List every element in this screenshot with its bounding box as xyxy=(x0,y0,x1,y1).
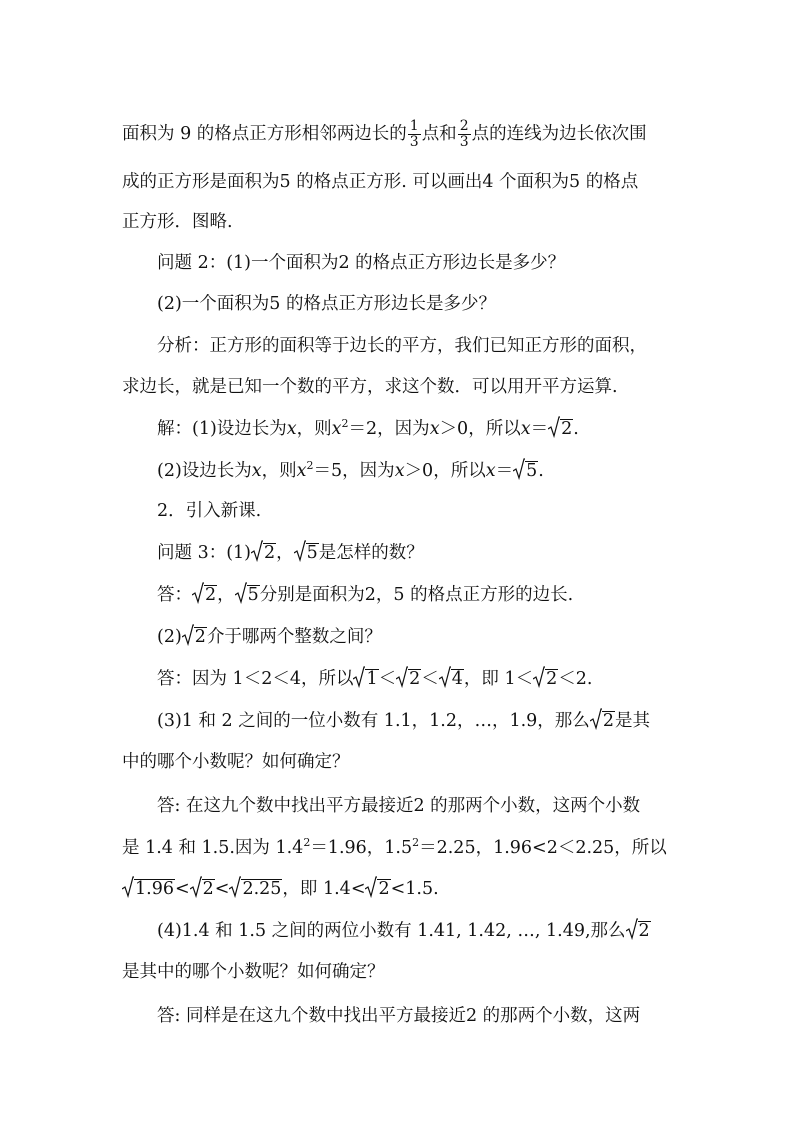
variable-x: x xyxy=(520,419,531,439)
text-segment: 是 1.4 和 1.5.因为 1.4 xyxy=(122,838,304,858)
radical-sign-icon xyxy=(590,708,602,730)
radical-sign-icon xyxy=(365,876,377,898)
text-segment: < xyxy=(214,879,230,899)
text-line-8 xyxy=(157,416,717,441)
radicand: 2 xyxy=(378,879,390,899)
radical-sign-icon xyxy=(192,582,204,604)
text-line-21: 是其中的哪个小数呢？如何确定？ xyxy=(122,962,385,982)
text-segment: 解：(1)设边长为 xyxy=(157,419,287,439)
square-root xyxy=(229,876,282,901)
text-segment: ＝ xyxy=(495,461,514,481)
radical-sign-icon xyxy=(122,876,134,898)
radical-sign-icon xyxy=(513,458,525,480)
text-line-16: 中的哪个小数呢？如何确定？ xyxy=(122,752,350,772)
fraction-one-third xyxy=(408,119,421,150)
text-line-5: (2)一个面积为5 的格点正方形边长是多少？ xyxy=(157,294,496,314)
text-segment: ，则 xyxy=(296,419,332,439)
square-root xyxy=(122,876,175,901)
radical-sign-icon xyxy=(353,666,365,688)
radicand: 2 xyxy=(546,669,558,689)
radical-sign-icon xyxy=(396,666,408,688)
radicand: 5 xyxy=(247,585,259,605)
fraction-denominator: 3 xyxy=(459,134,469,150)
text-line-13 xyxy=(157,624,717,649)
radical-sign-icon xyxy=(182,624,194,646)
text-segment: ＜2. xyxy=(558,669,593,689)
text-segment: ，即 1.4< xyxy=(282,879,366,899)
variable-x: x xyxy=(429,419,440,439)
square-root xyxy=(548,416,573,441)
text-segment: ， xyxy=(276,543,294,563)
text-segment: ＝2.25，1.96<2＜2.25，所以 xyxy=(419,838,667,858)
text-segment: 答： xyxy=(157,585,192,605)
text-segment: ＞0，所以 xyxy=(404,461,486,481)
text-line-9 xyxy=(157,458,717,483)
text-segment: (4)1.4 和 1.5 之间的两位小数有 1.41, 1.42, …, 1.49,那么 xyxy=(157,921,626,941)
text-segment: ＜ xyxy=(421,669,439,689)
variable-x: x xyxy=(485,461,496,481)
text-segment: (2) xyxy=(157,627,182,647)
radical-sign-icon xyxy=(533,666,545,688)
text-segment: ＜ xyxy=(378,669,397,689)
radicand: 5 xyxy=(306,543,318,563)
square-root xyxy=(182,624,207,649)
square-root xyxy=(365,876,390,901)
square-root xyxy=(590,708,615,733)
text-line-2: 成的正方形是面积为5 的格点正方形. 可以画出4 个面积为5 的格点 xyxy=(122,172,639,192)
radical-sign-icon xyxy=(190,876,202,898)
exponent: 2 xyxy=(306,459,314,473)
radicand: 2 xyxy=(264,543,276,563)
text-segment: 点和 xyxy=(421,124,457,144)
text-line-10: 2．引入新课. xyxy=(157,501,262,521)
radical-sign-icon xyxy=(294,540,306,562)
text-segment: 面积为 9 的格点正方形相邻两边长的 xyxy=(122,124,407,144)
text-segment: ＝1.96，1.5 xyxy=(310,838,413,858)
text-line-12 xyxy=(157,582,717,607)
square-root xyxy=(439,666,464,691)
exponent: 2 xyxy=(412,836,420,850)
radical-sign-icon xyxy=(439,666,451,688)
radicand: 2 xyxy=(205,585,217,605)
square-root xyxy=(513,458,538,483)
exponent: 2 xyxy=(341,417,349,431)
radical-sign-icon xyxy=(229,876,241,898)
fraction-two-thirds xyxy=(458,119,471,150)
radicand: 2 xyxy=(561,419,573,439)
variable-x: x xyxy=(394,461,405,481)
text-line-3: 正方形．图略. xyxy=(122,212,233,232)
text-segment: < xyxy=(174,879,190,899)
radicand: 4 xyxy=(451,669,463,689)
variable-x: x xyxy=(331,419,342,439)
text-line-15 xyxy=(157,708,717,733)
square-root xyxy=(294,540,319,565)
text-segment: 点的连线为边长依次围 xyxy=(471,124,647,144)
text-segment: 是怎样的数？ xyxy=(318,543,424,563)
text-segment: . xyxy=(538,461,544,481)
radicand: 2 xyxy=(194,627,206,647)
square-root xyxy=(190,876,215,901)
radicand: 2 xyxy=(202,879,214,899)
fraction-numerator: 1 xyxy=(409,118,419,134)
text-segment: . xyxy=(573,419,579,439)
radical-sign-icon xyxy=(235,582,247,604)
square-root xyxy=(192,582,217,607)
text-segment: ＝2，因为 xyxy=(348,419,430,439)
text-segment: 介于哪两个整数之间？ xyxy=(206,627,382,647)
square-root xyxy=(396,666,421,691)
square-root xyxy=(626,918,651,943)
text-segment: <1.5. xyxy=(390,879,439,899)
text-segment: 问题 3：(1) xyxy=(157,543,251,563)
variable-x: x xyxy=(286,419,297,439)
radicand: 5 xyxy=(526,461,538,481)
text-segment: 分别是面积为2，5 的格点正方形的边长. xyxy=(259,585,574,605)
text-line-22: 答: 同样是在这九个数中找出平方最接近2 的那两个小数，这两 xyxy=(157,1006,641,1026)
text-line-20 xyxy=(157,918,717,943)
variable-x: x xyxy=(296,461,307,481)
text-line-19 xyxy=(122,876,682,901)
text-segment: ＝ xyxy=(530,419,549,439)
text-segment: 答：因为 1＜2＜4，所以 xyxy=(157,669,354,689)
text-segment: ， xyxy=(217,585,235,605)
radical-sign-icon xyxy=(548,416,560,438)
text-segment: 是其 xyxy=(614,711,650,731)
radicand: 2 xyxy=(638,921,650,941)
text-line-4: 问题 2：(1)一个面积为2 的格点正方形边长是多少？ xyxy=(157,253,566,273)
text-line-18 xyxy=(122,836,682,860)
square-root xyxy=(533,666,558,691)
text-line-6: 分析：正方形的面积等于边长的平方，我们已知正方形的面积， xyxy=(157,336,647,356)
square-root xyxy=(353,666,378,691)
text-line-1 xyxy=(122,119,682,150)
square-root xyxy=(235,582,260,607)
radical-sign-icon xyxy=(626,918,638,940)
text-line-11 xyxy=(157,540,717,565)
radicand: 1 xyxy=(366,669,378,689)
exponent: 2 xyxy=(303,836,311,850)
radicand: 2 xyxy=(602,711,614,731)
text-segment: (3)1 和 2 之间的一位小数有 1.1，1.2，…，1.9，那么 xyxy=(157,711,590,731)
text-line-14 xyxy=(157,666,717,691)
text-segment: ＝5，因为 xyxy=(313,461,395,481)
text-segment: ＞0，所以 xyxy=(439,419,521,439)
text-segment: (2)设边长为 xyxy=(157,461,252,481)
variable-x: x xyxy=(251,461,262,481)
radicand: 2.25 xyxy=(242,879,282,899)
text-segment: ，即 1＜ xyxy=(463,669,534,689)
text-segment: ，则 xyxy=(261,461,297,481)
text-line-7: 求边长，就是已知一个数的平方，求这个数．可以用开平方运算. xyxy=(122,377,618,397)
fraction-numerator: 2 xyxy=(459,118,469,134)
radical-sign-icon xyxy=(251,540,263,562)
fraction-denominator: 3 xyxy=(409,134,419,150)
radicand: 2 xyxy=(409,669,421,689)
text-line-17: 答: 在这九个数中找出平方最接近2 的那两个小数，这两个小数 xyxy=(157,796,641,816)
radicand: 1.96 xyxy=(135,879,174,899)
square-root xyxy=(251,540,276,565)
